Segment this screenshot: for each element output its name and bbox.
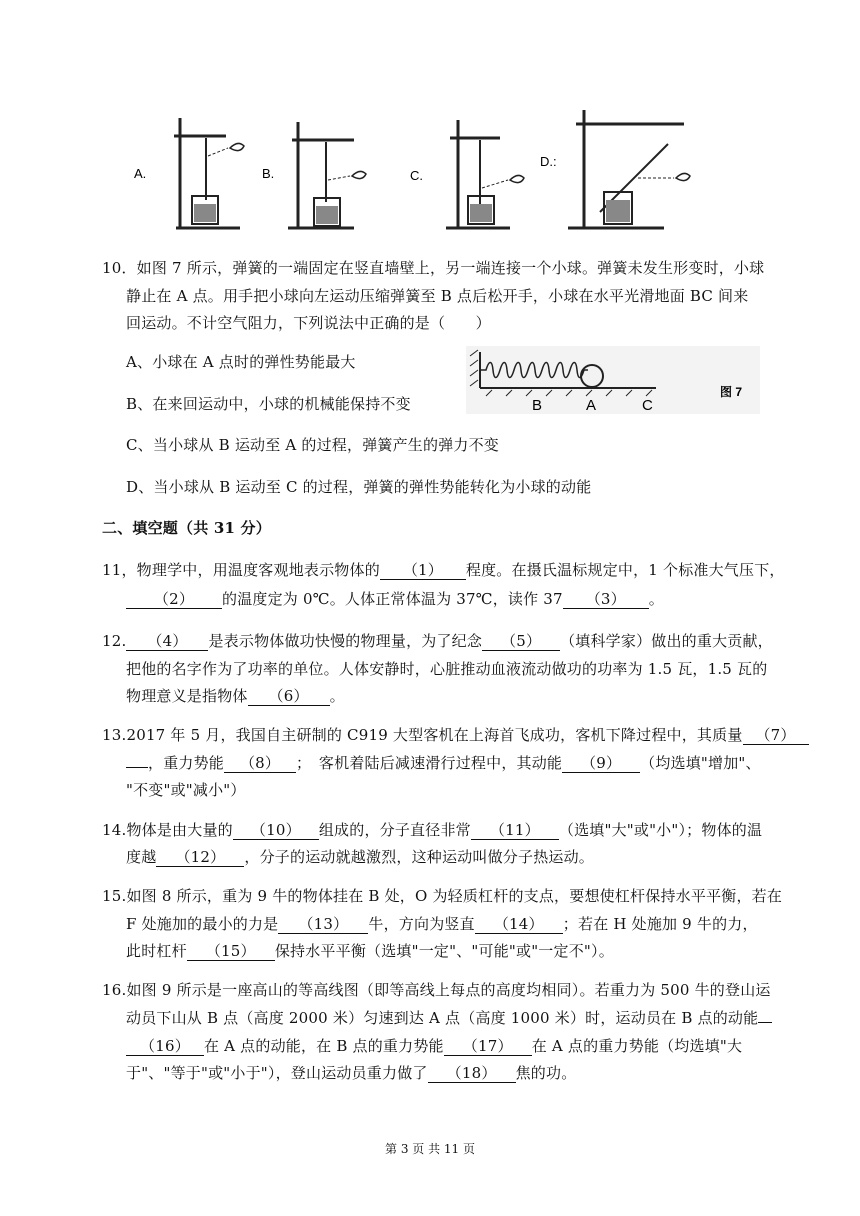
setup-label-b: B. [262,166,275,181]
experiment-setups-figure [128,104,708,232]
setup-label-d: D.: [540,154,557,169]
q10-option-d: D、当小球从 B 运动至 C 的过程，弹簧的弹性势能转化为小球的动能 [126,478,592,496]
q10-option-b: B、在来回运动中，小球的机械能保持不变 [126,395,411,413]
q15-line-2: F 处施加的最小的力是 （13） 牛，方向为竖直 （14） ；若在 H 处施加 9 牛的力， [126,915,758,933]
q12-line-2: 把他的名字作为了功率的单位。人体安静时，心脏推动血液流动做功的功率为 1.5 瓦，1.5 瓦的 [126,660,768,678]
answer-blank-2[interactable]: （2） [126,590,222,609]
q11-line-1: 11，物理学中，用温度客观地表示物体的 （1） 程度。在摄氏温标规定中，1 个标准大气压下， [102,561,785,579]
answer-blank-9[interactable]: （9） [562,754,640,773]
q16-line-2: 动员下山从 B 点（高度 2000 米）匀速到达 A 点（高度 1000 米）时，运动员在 B 点的动能 [126,1008,772,1028]
answer-blank-14[interactable]: （14） [475,915,563,934]
q11-line-2: （2） 的温度定为 0℃。人体正常体温为 37℃，读作 37 （3） 。 [126,589,664,609]
answer-blank-4[interactable]: （4） [126,632,208,651]
q12-line-3: 物理意义是指物体 （6） 。 [126,687,345,705]
q15-line-3: 此时杠杆 （15） 保持水平平衡（选填"一定"、"可能"或"一定不"）。 [126,942,614,960]
answer-blank-16[interactable]: （16） [126,1037,204,1056]
q10-stem-line-1: 10．如图 7 所示，弹簧的一端固定在竖直墙壁上，另一端连接一个小球。弹簧未发生形变时，小球 [102,259,765,277]
q10-stem-line-3: 回运动。不计空气阻力，下列说法中正确的是（ ） [126,314,491,332]
answer-blank-13[interactable]: （13） [278,915,368,934]
section-2-title: 二、填空题（共 31 分） [102,519,271,537]
answer-blank-1[interactable]: （1） [380,561,466,580]
setup-label-a: A. [134,166,147,181]
page-footer: 第 3 页 共 11 页 [385,1142,475,1156]
point-c-label: C [642,397,653,414]
answer-blank-8[interactable]: （8） [224,754,296,773]
q13-line-1: 13.2017 年 5 月，我国自主研制的 C919 大型客机在上海首飞成功，客机下降过程中，其质量 （7） [102,725,809,745]
q10-option-c: C、当小球从 B 运动至 A 的过程，弹簧产生的弹力不变 [126,436,500,454]
point-a-label: A [586,397,597,414]
answer-blank-10[interactable]: （10） [233,821,319,840]
answer-blank-15[interactable]: （15） [187,942,275,961]
answer-blank-6[interactable]: （6） [248,687,330,706]
q16-line-3: （16） 在 A 点的动能，在 B 点的重力势能 （17） 在 A 点的重力势能（均选填"大 [126,1036,742,1056]
answer-blank-3[interactable]: （3） [563,590,649,609]
q10-option-a: A、小球在 A 点时的弹性势能最大 [126,353,356,371]
answer-blank-5[interactable]: （5） [482,632,560,651]
answer-blank-7[interactable]: （7） [743,726,809,745]
q16-line-1: 16.如图 9 所示是一座高山的等高线图（即等高线上每点的高度均相同）。若重力为 500 牛的登山运 [102,981,771,999]
q16-line-4: 于"、"等于"或"小于"），登山运动员重力做了 （18） 焦的功。 [126,1064,577,1082]
figure-7-caption: 图 7 [720,385,743,399]
answer-blank-12[interactable]: （12） [156,848,244,867]
point-b-label: B [532,397,543,414]
answer-blank-17[interactable]: （17） [444,1037,532,1056]
q14-line-2: 度越 （12） ，分子的运动就越激烈，这种运动叫做分子热运动。 [126,848,595,866]
q15-line-1: 15.如图 8 所示，重为 9 牛的物体挂在 B 处，O 为轻质杠杆的支点，要想使杠杆保持水平平衡，若在 [102,887,783,905]
q14-line-1: 14.物体是由大量的 （10） 组成的，分子直径非常 （11） （选填"大"或"小"）；物体的温 [102,821,763,839]
answer-blank-16-lead [758,1022,772,1023]
q13-line-3: "不变"或"减小"） [126,781,246,799]
answer-blank-18[interactable]: （18） [428,1064,516,1083]
q10-stem-line-2: 静止在 A 点。用手把小球向左运动压缩弹簧至 B 点后松开手，小球在水平光滑地面 BC 间来 [126,287,749,305]
q13-line-2: ，重力势能 （8） ； 客机着陆后减速滑行过程中，其动能 （9） （均选填"增加"、 [126,753,761,773]
q12-line-1: 12. （4） 是表示物体做功快慢的物理量，为了纪念 （5） （填科学家）做出的重大贡献， [102,632,773,650]
answer-blank-11[interactable]: （11） [471,821,559,840]
setup-label-c: C. [410,168,423,183]
answer-blank-7-cont [126,767,148,768]
spring-figure [466,346,760,414]
